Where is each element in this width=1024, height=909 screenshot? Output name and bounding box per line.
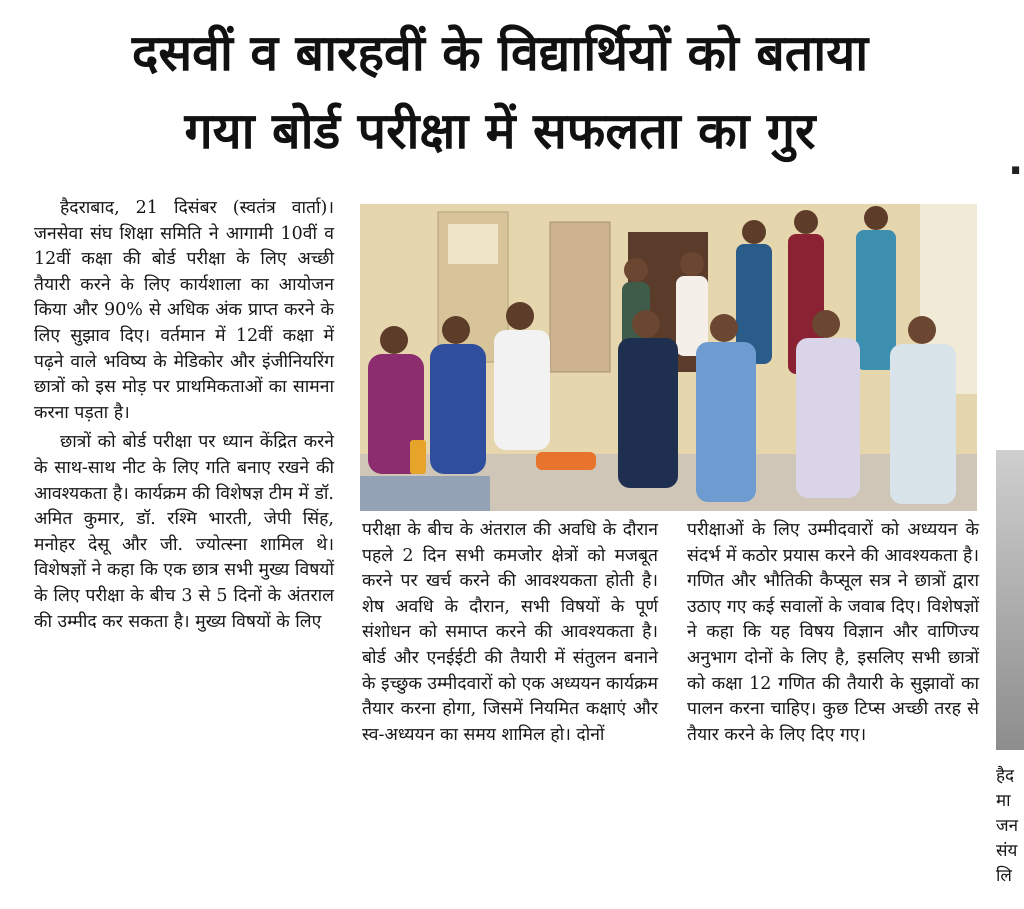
article-column-2 bbox=[362, 518, 658, 748]
adjacent-line: संय bbox=[996, 841, 1018, 861]
group-photo-illustration bbox=[360, 204, 977, 511]
article-paragraph-4: परीक्षाओं के लिए उम्मीदवारों को अध्ययन के संदर्भ में कठोर प्रयास करने की आवश्यकता है। गणित और भौतिकी कैप्सूल सत्र ने छात्रों द्वारा उठाए गए कई सवालों के जवाब दिए। विशेषज्ञों ने कहा कि यह विषय विज्ञान और वाणिज्य अनुभाग दोनों के लिए है, इसलिए सभी छात्रों को कक्षा 12 गणित की तैयारी के सुझावों का पालन करना चाहिए। कुछ टिप्स अच्छी तरह से तैयार करने के लिए दिए गए। bbox=[687, 520, 979, 745]
adjacent-article-text bbox=[996, 764, 1024, 889]
article-paragraph-3: परीक्षा के बीच के अंतराल की अवधि के दौरान पहले 2 दिन सभी कमजोर क्षेत्रों को मजबूत करने पर खर्च करने की आवश्यकता होती है। शेष अवधि के दौरान, सभी विषयों के पूर्ण संशोधन को समाप्त करने की आवश्यकता है। बोर्ड और एनईईटी की तैयारी में संतुलन बनाने के इच्छुक उम्मीदवारों को एक अध्ययन कार्यक्रम तैयार करना होगा, जिसमें नियमित कक्षाएं और स्व-अध्ययन का समय शामिल हो। दोनों bbox=[362, 520, 658, 745]
article-paragraph-2: छात्रों को बोर्ड परीक्षा पर ध्यान केंद्रित करने के साथ-साथ नीट के लिए गति बनाए रखने की आवश्यकता है। कार्यक्रम की विशेषज्ञ टीम में डॉ. अमित कुमार, डॉ. रश्मि भारती, जेपी सिंह, मनोहर देसू और जी. ज्योत्स्ना शामिल थे। विशेषज्ञों ने कहा कि एक छात्र सभी मुख्य विषयों के लिए परीक्षा के बीच 3 से 5 दिनों के अंतराल की उम्मीद कर सकता है। मुख्य विषयों के लिए bbox=[34, 432, 334, 632]
adjacent-line: हैद bbox=[996, 766, 1015, 786]
article-paragraph-1: हैदराबाद, 21 दिसंबर (स्वतंत्र वार्ता)। जनसेवा संघ शिक्षा समिति ने आगामी 10वीं व 12वीं कक्षा की बोर्ड परीक्षा के लिए अच्छी तैयारी करने के लिए कार्यशाला का आयोजन किया और 90% से अधिक अंक प्राप्त करने के लिए सुझाव दिए। वर्तमान में 12वीं कक्षा में पढ़ने वाले भविष्य के मेडिकोर और इंजीनियरिंग छात्रों को इस मोड़ पर प्राथमिकताओं का सामना करना पड़ता है। bbox=[34, 198, 334, 423]
adjacent-headline-fragment: · bbox=[1008, 148, 1024, 194]
adjacent-article-photo bbox=[996, 450, 1024, 750]
adjacent-line: जन bbox=[996, 816, 1019, 836]
headline bbox=[20, 14, 980, 170]
article-column-3 bbox=[687, 518, 979, 748]
adjacent-line: लि bbox=[996, 866, 1012, 886]
news-photo bbox=[360, 204, 977, 511]
headline-line-2: गया बोर्ड परीक्षा में सफलता का गुर bbox=[184, 102, 816, 160]
headline-line-1: दसवीं व बारहवीं के विद्यार्थियों को बताया bbox=[131, 24, 869, 82]
article-column-1 bbox=[34, 196, 334, 896]
adjacent-line: मा bbox=[996, 791, 1011, 811]
